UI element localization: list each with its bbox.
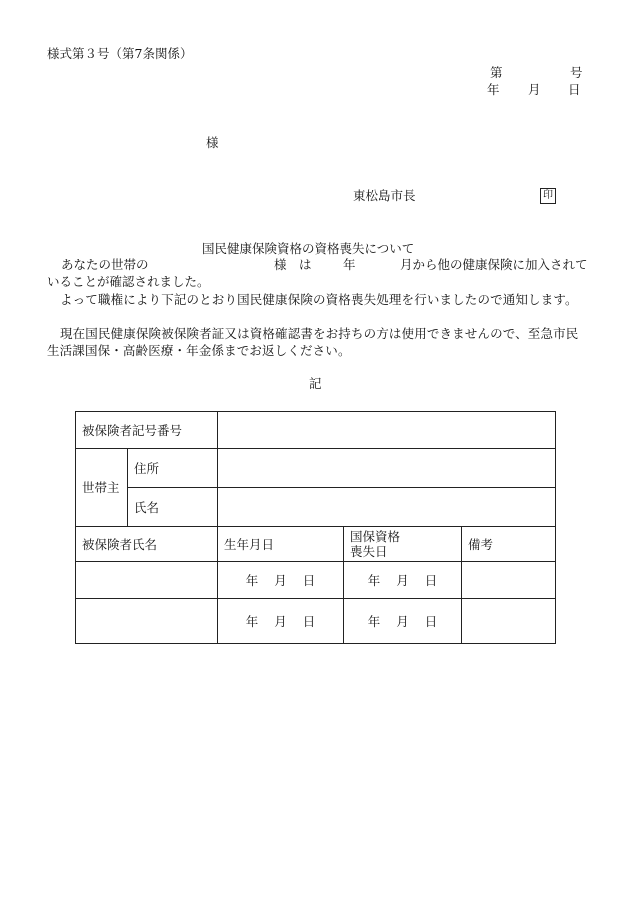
insured-name-header: 被保険者氏名 bbox=[76, 527, 218, 562]
birthdate-month: 月 bbox=[274, 613, 287, 629]
birthdate-cell bbox=[218, 562, 344, 599]
birthdate-day: 日 bbox=[302, 613, 316, 629]
body-line1-a: あなたの世帯の bbox=[61, 257, 149, 272]
table-row bbox=[76, 488, 556, 527]
householder-name-value bbox=[218, 488, 556, 527]
loss-date-day: 日 bbox=[424, 613, 438, 629]
table-row bbox=[76, 599, 556, 644]
remarks-cell bbox=[462, 562, 556, 599]
loss-date-header bbox=[344, 527, 462, 562]
doc-number-dai: 第 bbox=[490, 65, 503, 80]
loss-date-cell bbox=[344, 562, 462, 599]
insured-name-cell bbox=[76, 599, 218, 644]
form-number: 様式第３号（第7条関係） bbox=[47, 46, 193, 61]
body-line2: いることが確認されました。 bbox=[47, 274, 210, 289]
insured-number-value bbox=[218, 412, 556, 449]
address-value bbox=[218, 449, 556, 488]
insured-number-label: 被保険者記号番号 bbox=[76, 412, 218, 449]
insured-info-table bbox=[75, 411, 556, 644]
birthdate-year: 年 bbox=[245, 572, 259, 588]
table-row bbox=[76, 527, 556, 562]
date-month: 月 bbox=[528, 82, 541, 97]
addressee-sama: 様 bbox=[206, 135, 219, 150]
birthdate-month: 月 bbox=[274, 572, 287, 588]
loss-date-month: 月 bbox=[396, 572, 409, 588]
loss-date-year: 年 bbox=[367, 572, 381, 588]
loss-date-month: 月 bbox=[396, 613, 409, 629]
seal-stamp: 印 bbox=[540, 188, 556, 204]
householder-name-label: 氏名 bbox=[128, 488, 218, 527]
body-line1-d: 月から他の健康保険に加入されて bbox=[400, 257, 588, 272]
birthdate-year: 年 bbox=[245, 613, 259, 629]
loss-date-header-line2: 喪失日 bbox=[350, 544, 388, 559]
table-row bbox=[76, 412, 556, 449]
loss-date-year: 年 bbox=[367, 613, 381, 629]
date-day: 日 bbox=[568, 82, 581, 97]
date-year: 年 bbox=[487, 82, 500, 97]
body-line1-c: 年 bbox=[343, 257, 356, 272]
document-title: 国民健康保険資格の資格喪失について bbox=[202, 241, 415, 256]
insured-name-cell bbox=[76, 562, 218, 599]
doc-number-go: 号 bbox=[570, 65, 583, 80]
sender-name: 東松島市長 bbox=[353, 188, 416, 203]
body-paragraph-2: よって職権により下記のとおり国民健康保険の資格喪失処理を行いましたので通知します。 bbox=[60, 292, 578, 307]
householder-label: 世帯主 bbox=[76, 449, 128, 527]
birthdate-header: 生年月日 bbox=[218, 527, 344, 562]
remarks-header: 備考 bbox=[462, 527, 556, 562]
birthdate-day: 日 bbox=[302, 572, 316, 588]
loss-date-cell bbox=[344, 599, 462, 644]
ki-heading: 記 bbox=[309, 376, 322, 391]
body-line1-b: 様 は bbox=[274, 257, 312, 272]
remarks-cell bbox=[462, 599, 556, 644]
birthdate-cell bbox=[218, 599, 344, 644]
address-label: 住所 bbox=[128, 449, 218, 488]
body-paragraph-3: 現在国民健康保険被保険者証又は資格確認書をお持ちの方は使用できませんので、至急市民生活課国保・高齢医療・年金係までお返しください。 bbox=[47, 326, 579, 358]
loss-date-header-line1: 国保資格 bbox=[350, 529, 401, 544]
table-row bbox=[76, 562, 556, 599]
table-row bbox=[76, 449, 556, 488]
loss-date-day: 日 bbox=[424, 572, 438, 588]
